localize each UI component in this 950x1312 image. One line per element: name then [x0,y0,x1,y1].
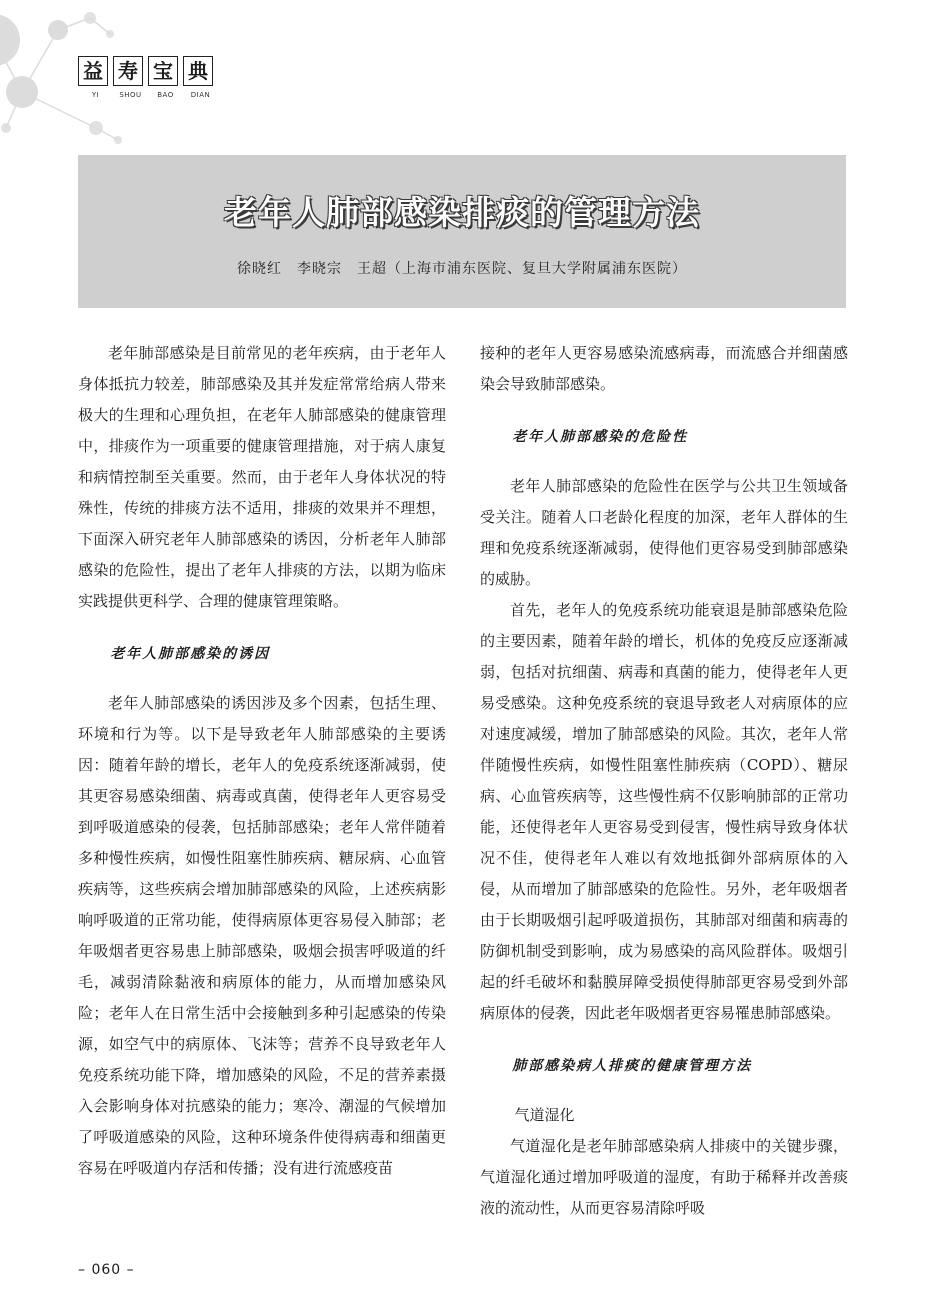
humidification-paragraph: 气道湿化是老年肺部感染病人排痰中的关键步骤，气道湿化通过增加呼吸道的湿度，有助于稀释并改善痰液的流动性，从而更容易清除呼吸 [480,1137,848,1217]
brand-char: 宝 [148,56,178,86]
risks-paragraph-2: 首先，老年人的免疫系统功能衰退是肺部感染危险的主要因素，随着年龄的增长，机体的免疫反应逐渐减弱，包括对抗细菌、病毒和真菌的能力，使得老年人更易受感染。这种免疫系统的衰退导致老人对病原体的应对速度减缓，增加了肺部感染的风险。其次，老年人常伴随慢性疾病，如慢性阻塞性肺疾病（COPD）、糖尿病、心血管疾病等，这些慢性病不仅影响肺部的正常功能，还使得老年人更容易受到侵害，慢性病导致身体状况不佳，使得老年人难以有效地抵御外部病原体的入侵，从而增加了肺部感染的危险性。另外，老年吸烟者由于长期吸烟引起呼吸道损伤，其肺部对细菌和病毒的防御机制受到影响，成为易感染的高风险群体。吸烟引起的纤毛破坏和黏膜屏障受损使得肺部更容易受到外部病原体的侵袭，因此老年吸烟者更容易罹患肺部感染。 [480,601,848,1022]
title-banner [78,155,846,308]
section-heading-risks: 老年人肺部感染的危险性 [512,429,689,445]
brand-pinyin-syllable: DIAN [190,91,211,99]
right-column [480,338,848,1224]
intro-paragraph: 老年肺部感染是目前常见的老年疾病，由于老年人身体抵抗力较差，肺部感染及其并发症常常给病人带来极大的生理和心理负担，在老年人肺部感染的健康管理中，排痰作为一项重要的健康管理措施，对于病人康复和病情控制至关重要。然而，由于老年人身体状况的特殊性，传统的排痰方法不适用，排痰的效果并不理想，下面深入研究老年人肺部感染的诱因，分析老年人肺部感染的危险性，提出了老年人排痰的方法，以期为临床实践提供更科学、合理的健康管理策略。 [78,344,446,610]
left-column [78,338,446,1184]
section-heading-causes: 老年人肺部感染的诱因 [110,646,271,662]
brand-char: 典 [183,56,213,86]
continued-paragraph: 接种的老年人更容易感染流感病毒，而流感合并细菌感染会导致肺部感染。 [480,344,848,393]
subheading-airway-humidification: 气道湿化 [514,1106,575,1124]
brand-pinyin [78,91,218,99]
brand-logo [78,56,218,86]
risks-paragraph-1: 老年人肺部感染的危险性在医学与公共卫生领域备受关注。随着人口老龄化程度的加深，老年人群体的生理和免疫系统逐渐减弱，使得他们更容易受到肺部感染的威胁。 [480,477,848,588]
brand-char: 益 [78,56,108,86]
page-number: – 060 – [78,1262,135,1278]
brand-pinyin-syllable: YI [91,91,100,99]
causes-paragraph: 老年人肺部感染的诱因涉及多个因素，包括生理、环境和行为等。以下是导致老年人肺部感染的主要诱因：随着年龄的增长，老年人的免疫系统逐渐减弱，使其更容易感染细菌、病毒或真菌，使得老年人更容易受到呼吸道感染的侵袭，包括肺部感染；老年人常伴随着多种慢性疾病，如慢性阻塞性肺疾病、糖尿病、心血管疾病等，这些疾病会增加肺部感染的风险，上述疾病影响呼吸道的正常功能，使得病原体更容易侵入肺部；老年吸烟者更容易患上肺部感染，吸烟会损害呼吸道的纤毛，减弱清除黏液和病原体的能力，从而增加感染风险；老年人在日常生活中会接触到多种引起感染的传染源，如空气中的病原体、飞沫等；营养不良导致老年人免疫系统功能下降，增加感染的风险，不足的营养素摄入会影响身体对抗感染的能力；寒冷、潮湿的气候增加了呼吸道感染的风险，这种环境条件使得病毒和细菌更容易在呼吸道内存活和传播；没有进行流感疫苗 [78,694,446,1177]
article-authors: 徐晓红 李晓宗 王超（上海市浦东医院、复旦大学附属浦东医院） [237,261,687,277]
section-heading-methods: 肺部感染病人排痰的健康管理方法 [512,1058,753,1074]
brand-pinyin-syllable: SHOU [119,91,142,99]
brand-pinyin-syllable: BAO [157,91,174,99]
article-title: 老年人肺部感染排痰的管理方法 [224,193,700,232]
brand-char: 寿 [113,56,143,86]
